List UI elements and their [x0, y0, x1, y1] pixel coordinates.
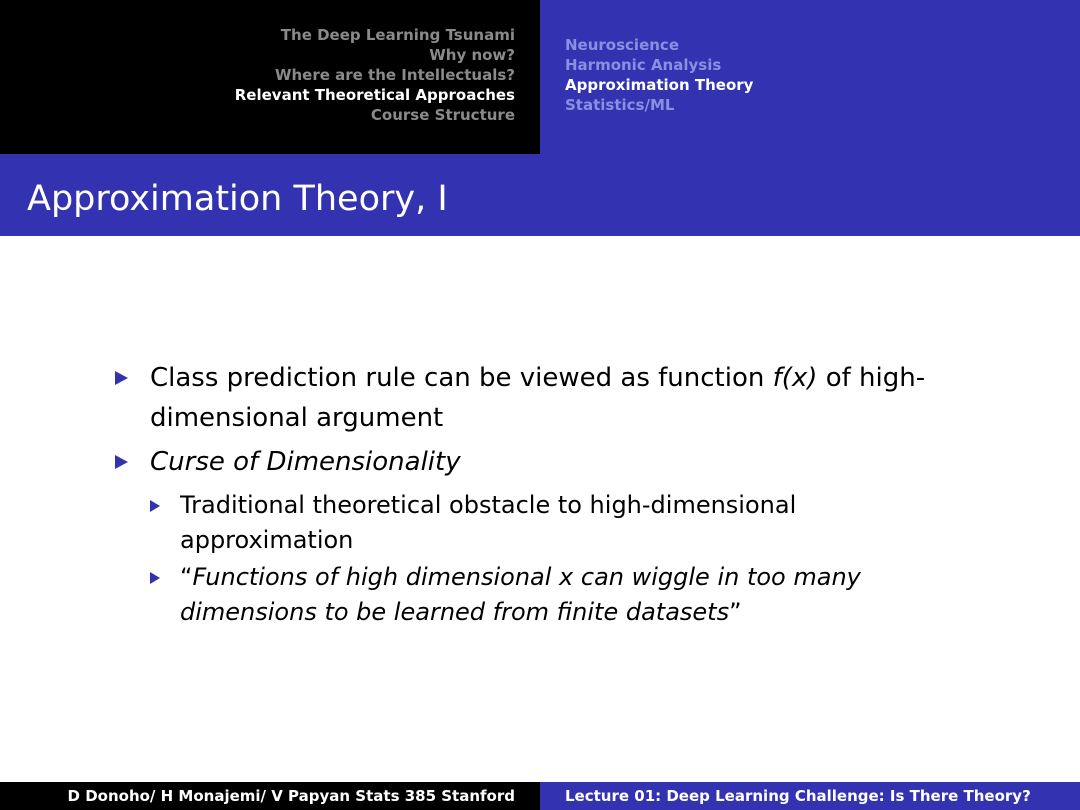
quote-text: Functions of high dimensional x can wiggle in too many dimensions to be learned from finite datasets	[180, 563, 861, 626]
nav-section-deep-learning-tsunami[interactable]: The Deep Learning Tsunami	[280, 26, 515, 44]
slide-content	[115, 358, 975, 630]
bullet-item	[115, 358, 975, 438]
close-quote: ”	[729, 598, 742, 626]
footer-lecture-bar	[540, 782, 1080, 810]
bullet-item	[115, 442, 975, 482]
sub-bullet-list	[115, 488, 975, 630]
nav-subsection-harmonic-analysis[interactable]: Harmonic Analysis	[565, 56, 722, 74]
triangle-bullet-icon	[150, 500, 160, 512]
nav-section-course-structure[interactable]: Course Structure	[370, 106, 515, 124]
bullet-text: Class prediction rule can be viewed as function	[150, 363, 773, 393]
triangle-bullet-icon	[115, 371, 128, 385]
sub-bullet-text: Traditional theoretical obstacle to high-dimensional approximation	[180, 491, 797, 554]
open-quote: “	[180, 563, 193, 591]
nav-subsection-approximation-theory[interactable]: Approximation Theory	[565, 76, 754, 94]
footer-authors-bar	[0, 782, 540, 810]
section-navigation	[0, 0, 540, 154]
bullet-text: of high-dimensional argument	[150, 363, 926, 433]
footer-lecture-title: Lecture 01: Deep Learning Challenge: Is There Theory?	[565, 787, 1031, 805]
slide-title-bar	[0, 154, 1080, 236]
nav-subsection-neuroscience[interactable]: Neuroscience	[565, 36, 679, 54]
slide-title: Approximation Theory, I	[27, 179, 448, 219]
nav-section-why-now[interactable]: Why now?	[429, 46, 515, 64]
bullet-text: Curse of Dimensionality	[150, 447, 461, 477]
triangle-bullet-icon	[115, 455, 128, 469]
nav-section-intellectuals[interactable]: Where are the Intellectuals?	[274, 66, 515, 84]
nav-subsection-statistics-ml[interactable]: Statistics/ML	[565, 96, 675, 114]
nav-section-theoretical-approaches[interactable]: Relevant Theoretical Approaches	[234, 86, 515, 104]
math-expression: f(x)	[772, 363, 818, 393]
footer-authors: D Donoho/ H Monajemi/ V Papyan Stats 385 Stanford	[67, 787, 515, 805]
sub-bullet-item	[150, 560, 975, 630]
subsection-navigation	[540, 0, 1080, 154]
triangle-bullet-icon	[150, 572, 160, 584]
sub-bullet-item	[150, 488, 975, 558]
